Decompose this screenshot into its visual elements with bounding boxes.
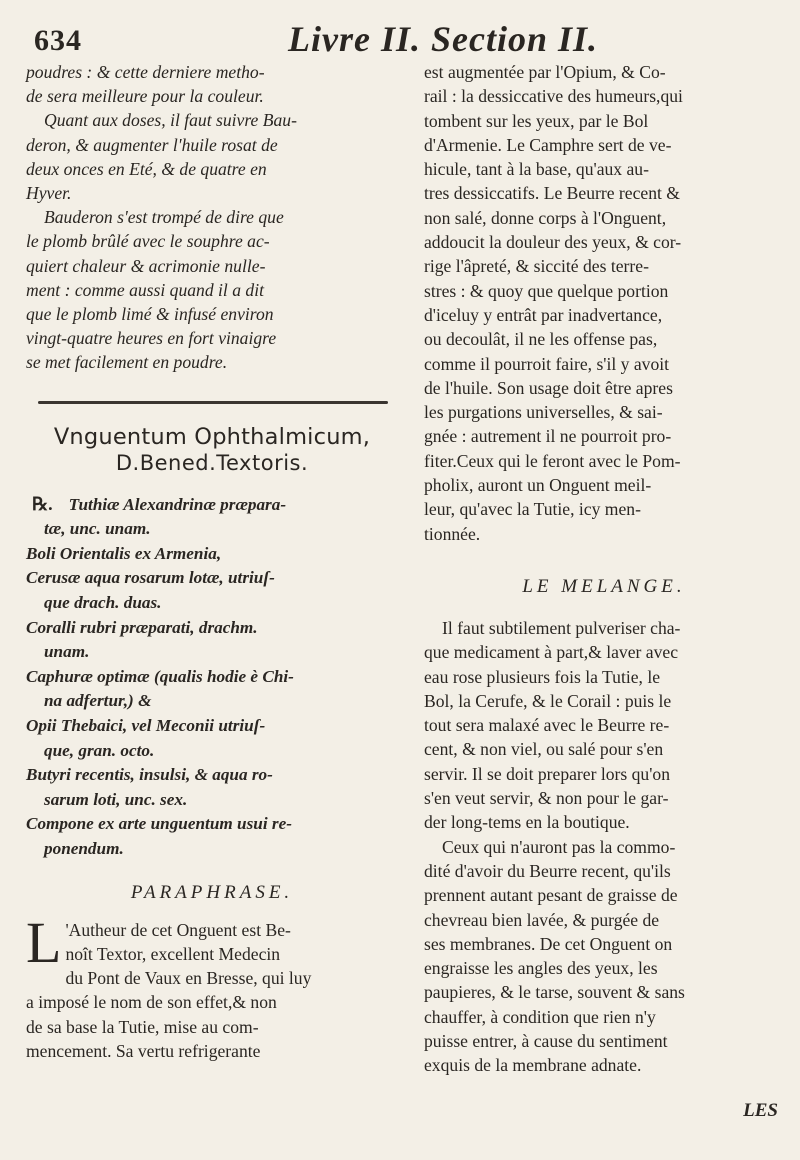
catchword: LES (743, 1099, 778, 1121)
text-line: les purgations universelles, & sai- (424, 402, 663, 423)
recipe-line: Boli Orientalis ex Armenia, (26, 543, 222, 563)
right-column (424, 60, 784, 1138)
recipe-line: Cerusæ aqua rosarum lotæ, utriuſ- (26, 568, 275, 588)
paraphrase-heading: PARAPHRASE. (130, 881, 294, 903)
text-line: chauffer, à condition que rien n'y (424, 1006, 656, 1027)
text-line: stres : & quoy que quelque portion (424, 280, 669, 301)
text-line: gnée : autrement il ne pourroit pro- (424, 426, 672, 447)
text-line: quiert chaleur & acrimonie nulle- (26, 255, 266, 276)
recipe-line: na adfertur,) & (44, 691, 152, 711)
drop-cap: L (26, 909, 62, 975)
text-line: est augmentée par l'Opium, & Co- (424, 62, 666, 82)
bauderon-paragraph (26, 205, 398, 374)
text-line: de sa base la Tutie, mise au com- (26, 1016, 259, 1037)
text-line: de sera meilleure pour la couleur. (26, 86, 264, 107)
text-line: mencement. Sa vertu refrigerante (26, 1041, 261, 1062)
text-line: rige l'âpreté, & siccité des terre- (424, 256, 649, 277)
text-line: 'Autheur de cet Onguent est Be- (65, 919, 291, 940)
running-title: Livre II. Section II. (288, 19, 599, 59)
catchword-row (424, 1078, 784, 1138)
paraphrase-paragraph (26, 909, 398, 1064)
text-line: pholix, auront un Onguent meil- (424, 475, 652, 496)
text-line: tionnée. (424, 523, 481, 544)
text-line: a imposé le nom de son effet,& non (26, 992, 277, 1013)
text-line: chevreau bien lavée, & purgée de (424, 909, 660, 930)
text-line: paupieres, & le tarse, souvent & sans (424, 982, 685, 1003)
melange-heading: LE MELANGE. (522, 575, 686, 597)
text-line: ou decoulât, il ne les offense pas, (424, 329, 658, 350)
recipe-line: Caphuræ optimæ (qualis hodie è Chi- (26, 666, 294, 686)
text-line: addoucit la douleur des yeux, & cor- (424, 232, 682, 253)
text-line: Il faut subtilement pulveriser cha- (442, 617, 681, 638)
text-line: prennent autant pesant de graisse de (424, 885, 678, 906)
text-line: engraisse les angles des yeux, les (424, 958, 658, 979)
text-line: ment : comme aussi quand il a dit (26, 279, 264, 300)
text-line: que medicament à part,& laver avec (424, 642, 679, 663)
recipe-line: unam. (44, 642, 90, 662)
recipe-line: Coralli rubri præparati, drachm. (26, 617, 258, 637)
text-line: rail : la dessiccative des humeurs,qui (424, 86, 683, 107)
recipe-line: Butyri recentis, insulsi, & aqua ro- (26, 765, 273, 785)
text-line: puisse entrer, à cause du sentiment (424, 1030, 668, 1051)
recipe-line: que drach. duas. (44, 593, 162, 613)
text-line: non salé, donne corps à l'Onguent, (424, 207, 667, 228)
text-line: deron, & augmenter l'huile rosat de (26, 134, 278, 155)
text-line: s'en veut servir, & non pour le gar- (424, 788, 669, 809)
text-line: de l'huile. Son usage doit être apres (424, 377, 673, 398)
section-title: Vnguentum Ophthalmicum, (53, 423, 371, 450)
section-divider (38, 401, 388, 404)
text-line: tout sera malaxé avec le Beurre re- (424, 715, 670, 736)
text-line: poudres : & cette derniere metho- (26, 62, 265, 82)
text-line: ses membranes. De cet Onguent on (424, 933, 673, 954)
recipe-line: tæ, unc. unam. (44, 519, 151, 539)
text-line: der long-tems en la boutique. (424, 812, 630, 833)
left-column (26, 60, 398, 1063)
recipe-line: Opii Thebaici, vel Meconii utriuſ- (26, 715, 266, 735)
text-line: dité d'avoir du Beurre recent, qu'ils (424, 860, 671, 881)
graisse-paragraph (424, 835, 784, 1078)
text-line: hicule, tant à la base, qu'aux au- (424, 159, 649, 180)
melange-paragraph (424, 616, 784, 835)
text-line: Hyver. (26, 183, 72, 204)
recipe-line: Compone ex arte unguentum usui re- (26, 814, 292, 834)
running-head (30, 18, 770, 62)
recipe-sign: ℞. (32, 493, 53, 514)
text-line: deux onces en Eté, & de quatre en (26, 158, 267, 179)
text-line: le plomb brûlé avec le souphre ac- (26, 231, 270, 252)
intro-paragraph (26, 60, 398, 205)
section-subtitle: D.Bened.Textoris. (115, 450, 309, 475)
recipe-line: que, gran. octo. (44, 740, 155, 760)
text-line: du Pont de Vaux en Bresse, qui luy (65, 968, 312, 989)
text-line: vingt-quatre heures en fort vinaigre (26, 328, 277, 349)
page-number: 634 (34, 24, 82, 57)
continued-paragraph (424, 60, 784, 546)
text-line: se met facilement en poudre. (26, 352, 228, 373)
text-line: leur, qu'avec la Tutie, icy men- (424, 499, 641, 520)
recipe-line: ponendum. (44, 838, 124, 858)
text-line: d'iceluy y entrât par inadvertance, (424, 304, 663, 325)
text-line: tres dessiccatifs. Le Beurre recent & (424, 183, 680, 204)
text-line: Bol, la Cerufe, & le Corail : puis le (424, 690, 672, 711)
text-line: cent, & non viel, ou salé pour s'en (424, 739, 664, 760)
recipe-line: ℞. Tuthiæ Alexandrinæ præpara- (26, 492, 398, 518)
text-line: tombent sur les yeux, par le Bol (424, 110, 649, 131)
text-line: d'Armenie. Le Camphre sert de ve- (424, 134, 672, 155)
text-line: comme il pourroit faire, s'il y avoit (424, 353, 670, 374)
text-line: Bauderon s'est trompé de dire que (44, 207, 284, 228)
text-line: Ceux qui n'auront pas la commo- (442, 836, 676, 857)
recipe (26, 492, 398, 862)
text-line: Quant aux doses, il faut suivre Bau- (44, 110, 297, 131)
text-line: fiter.Ceux qui le feront avec le Pom- (424, 450, 681, 471)
text-line: eau rose plusieurs fois la Tutie, le (424, 666, 661, 687)
text-line: servir. Il se doit preparer lors qu'on (424, 763, 670, 784)
text-line: noît Textor, excellent Medecin (65, 943, 281, 964)
text-line: que le plomb limé & infusé environ (26, 304, 274, 325)
text-line: exquis de la membrane adnate. (424, 1055, 642, 1076)
recipe-line: sarum loti, unc. sex. (44, 789, 188, 809)
